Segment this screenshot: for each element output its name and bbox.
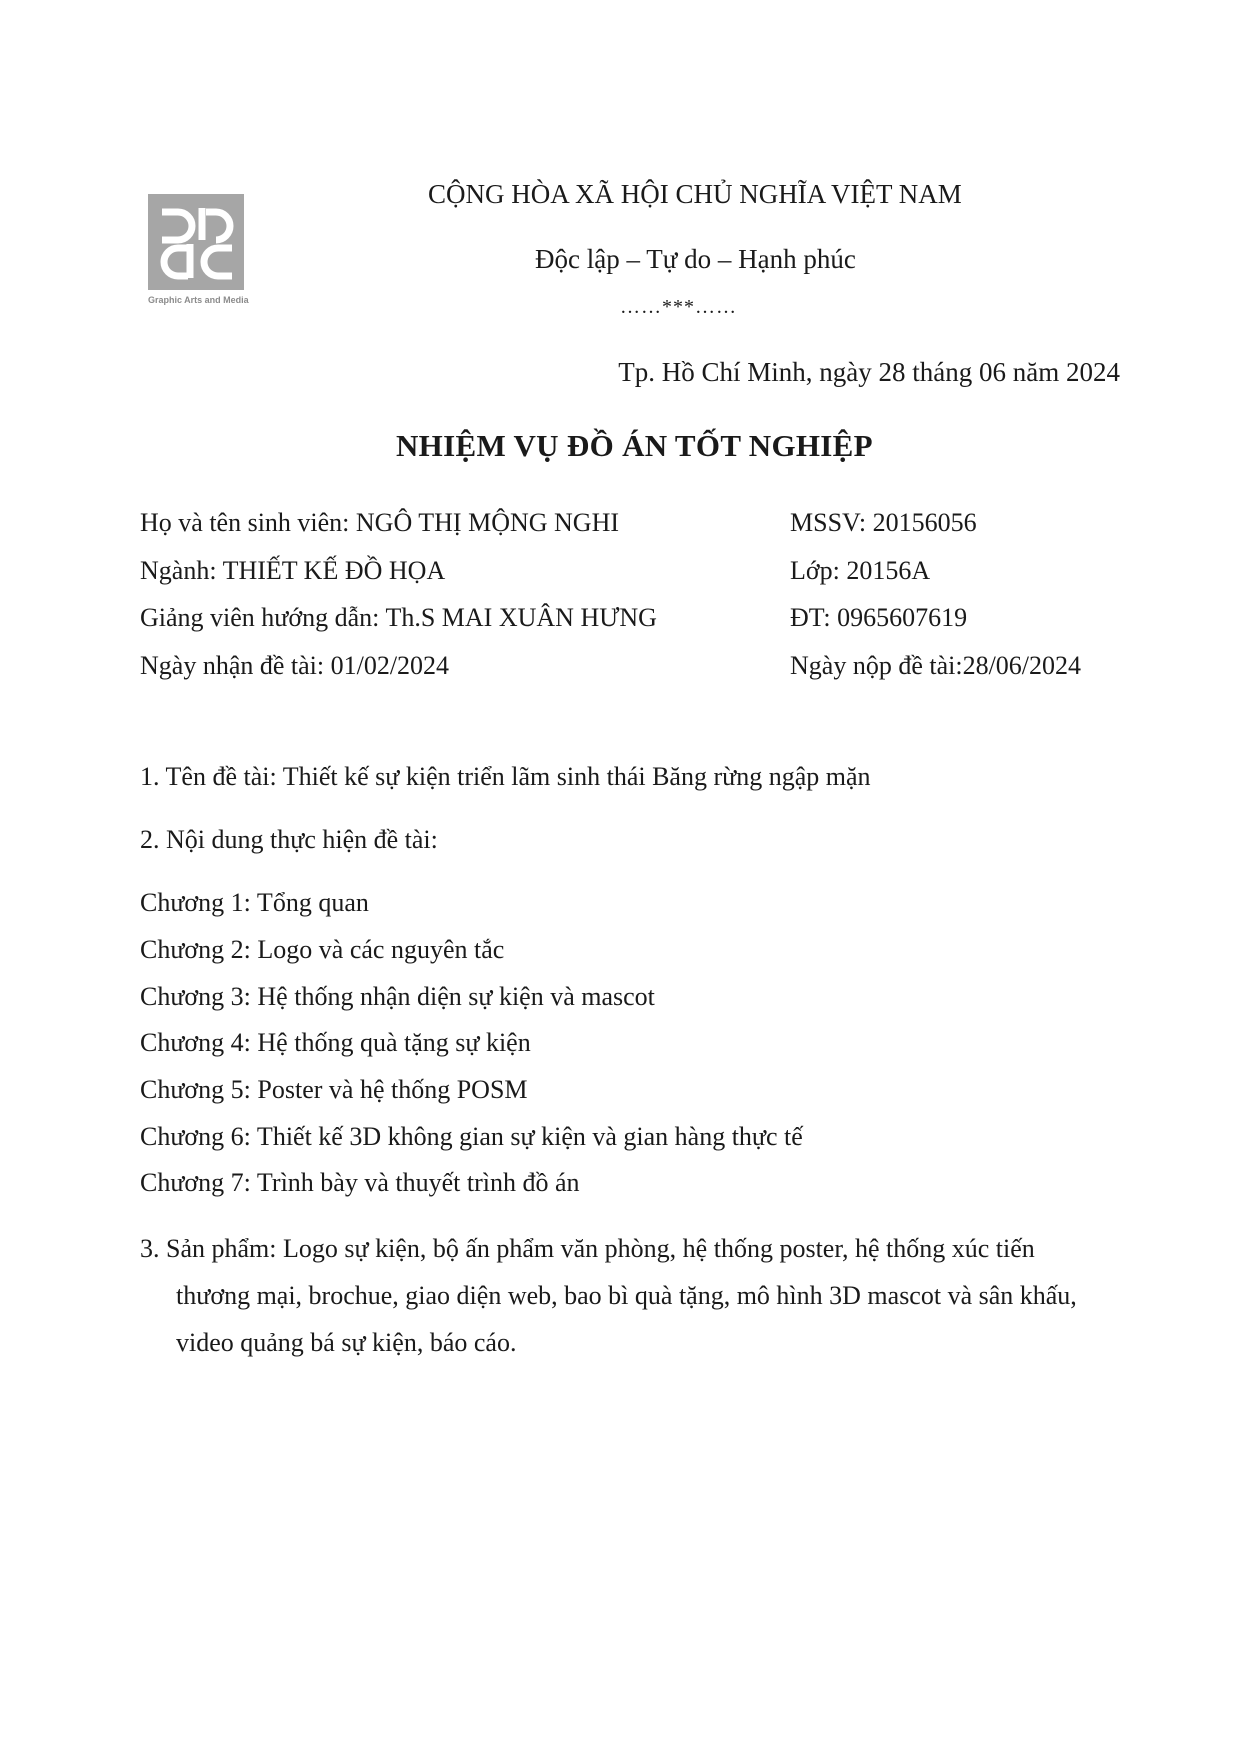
class: Lớp: 20156A (790, 556, 931, 585)
student-id: MSSV: 20156056 (790, 508, 977, 537)
national-title: CỘNG HÒA XÃ HỘI CHỦ NGHĨA VIỆT NAM (428, 179, 962, 209)
advisor: Giảng viên hướng dẫn: Th.S MAI XUÂN HƯNG (140, 603, 657, 632)
logo-caption: Graphic Arts and Media (148, 295, 249, 305)
chapter-item: Chương 5: Poster và hệ thống POSM (140, 1075, 528, 1104)
chapter-item: Chương 6: Thiết kế 3D không gian sự kiện và gian hàng thực tế (140, 1122, 803, 1151)
national-motto: Độc lập – Tự do – Hạnh phúc (535, 244, 856, 274)
chapter-item: Chương 7: Trình bày và thuyết trình đồ án (140, 1168, 580, 1197)
header-divider: ……***…… (620, 296, 737, 318)
chapter-item: Chương 4: Hệ thống quà tặng sự kiện (140, 1028, 531, 1057)
chapter-item: Chương 3: Hệ thống nhận diện sự kiện và mascot (140, 982, 655, 1011)
place-date-line: Tp. Hồ Chí Minh, ngày 28 tháng 06 năm 2024 (618, 357, 1120, 387)
major: Ngành: THIẾT KẾ ĐỒ HỌA (140, 556, 446, 585)
graphic-arts-media-logo-icon (148, 194, 244, 290)
submit-date: Ngày nộp đề tài:28/06/2024 (790, 651, 1082, 680)
products-line-1: 3. Sản phẩm: Logo sự kiện, bộ ấn phẩm văn phòng, hệ thống poster, hệ thống xúc tiến (140, 1234, 1035, 1263)
topic: 1. Tên đề tài: Thiết kế sự kiện triển lãm sinh thái Băng rừng ngập mặn (140, 762, 871, 791)
chapter-item: Chương 2: Logo và các nguyên tắc (140, 935, 505, 964)
products-line-3: video quảng bá sự kiện, báo cáo. (176, 1328, 517, 1357)
chapter-item: Chương 1: Tổng quan (140, 888, 369, 917)
received-date: Ngày nhận đề tài: 01/02/2024 (140, 651, 450, 680)
products-line-2: thương mại, brochue, giao diện web, bao bì quà tặng, mô hình 3D mascot và sân khấu, (176, 1281, 1077, 1310)
content-heading: 2. Nội dung thực hiện đề tài: (140, 825, 438, 854)
document-title: NHIỆM VỤ ĐỒ ÁN TỐT NGHIỆP (396, 428, 873, 463)
products-paragraph (140, 1225, 1122, 1366)
student-name: Họ và tên sinh viên: NGÔ THỊ MỘNG NGHI (140, 508, 620, 537)
phone: ĐT: 0965607619 (790, 603, 968, 632)
